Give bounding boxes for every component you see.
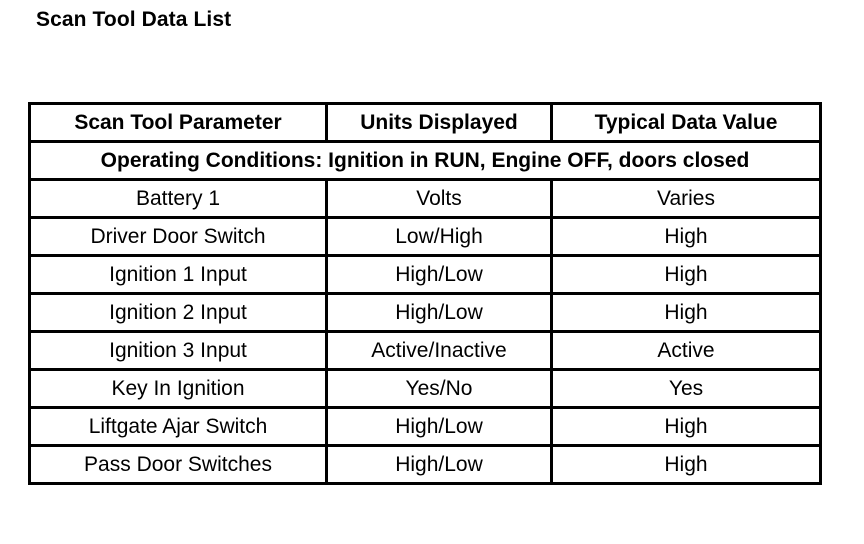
parameter-cell: Ignition 3 Input [30,332,327,370]
typical-value-cell: High [552,256,821,294]
table-row [30,408,821,446]
parameter-cell: Driver Door Switch [30,218,327,256]
units-cell: Low/High [327,218,552,256]
column-header-parameter: Scan Tool Parameter [30,104,327,142]
parameter-cell: Pass Door Switches [30,446,327,484]
units-cell: High/Low [327,294,552,332]
table-row [30,446,821,484]
table-row [30,370,821,408]
parameter-cell: Battery 1 [30,180,327,218]
table-header-row [30,104,821,142]
typical-value-cell: Varies [552,180,821,218]
parameter-cell: Key In Ignition [30,370,327,408]
parameter-cell: Ignition 1 Input [30,256,327,294]
table-row [30,180,821,218]
units-cell: Active/Inactive [327,332,552,370]
page-title: Scan Tool Data List [36,8,232,31]
typical-value-cell: High [552,294,821,332]
table-row [30,218,821,256]
units-cell: High/Low [327,256,552,294]
parameter-cell: Liftgate Ajar Switch [30,408,327,446]
units-cell: Volts [327,180,552,218]
typical-value-cell: High [552,446,821,484]
parameter-cell: Ignition 2 Input [30,294,327,332]
operating-conditions: Operating Conditions: Ignition in RUN, Engine OFF, doors closed [30,142,821,180]
scan-tool-data-table [28,102,822,485]
operating-conditions-row [30,142,821,180]
typical-value-cell: Active [552,332,821,370]
units-cell: High/Low [327,446,552,484]
table-row [30,256,821,294]
column-header-typical-value: Typical Data Value [552,104,821,142]
table-row [30,294,821,332]
units-cell: High/Low [327,408,552,446]
typical-value-cell: Yes [552,370,821,408]
typical-value-cell: High [552,408,821,446]
table-row [30,332,821,370]
units-cell: Yes/No [327,370,552,408]
column-header-units: Units Displayed [327,104,552,142]
typical-value-cell: High [552,218,821,256]
